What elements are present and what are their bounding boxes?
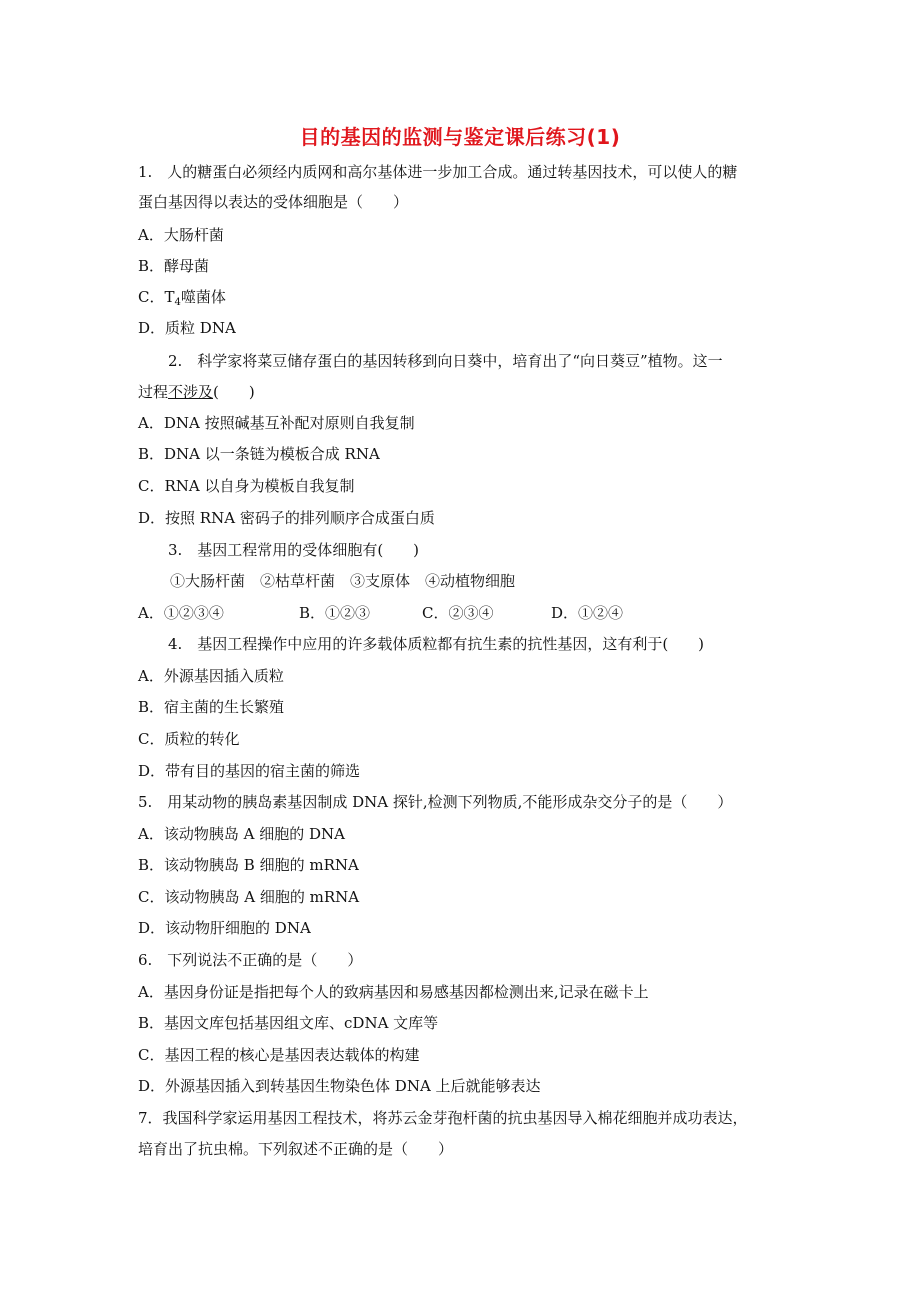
q2-stem-line1: 2. 科学家将菜豆储存蛋白的基因转移到向日葵中，培育出了“向日葵豆”植物。这一 — [168, 352, 723, 370]
q1-stem-line2: 蛋白基因得以表达的受体细胞是（ ） — [138, 193, 409, 211]
q2-option-d: D．按照 RNA 密码子的排列顺序合成蛋白质 — [138, 509, 435, 527]
q7-stem-line2: 培育出了抗虫棉。下列叙述不正确的是（ ） — [138, 1140, 454, 1158]
document-title: 目的基因的监测与鉴定课后练习(1) — [299, 125, 621, 149]
q6-option-c: C．基因工程的核心是基因表达载体的构建 — [138, 1046, 420, 1064]
q1-option-c — [138, 287, 226, 307]
q1-option-d: D．质粒 DNA — [138, 319, 236, 337]
q6-stem-line1: 6. 下列说法不正确的是（ ） — [138, 951, 363, 969]
q1-option-b: B．酵母菌 — [138, 257, 210, 275]
q2-stem-prefix: 过程 — [138, 383, 169, 401]
q5-option-b: B．该动物胰岛 B 细胞的 mRNA — [138, 856, 359, 874]
q2-option-a: A．DNA 按照碱基互补配对原则自我复制 — [138, 414, 415, 432]
q6-option-b: B．基因文库包括基因组文库、cDNA 文库等 — [138, 1014, 439, 1032]
q4-option-b: B．宿主菌的生长繁殖 — [138, 698, 285, 716]
q6-option-d: D．外源基因插入到转基因生物染色体 DNA 上后就能够表达 — [138, 1077, 541, 1095]
q3-stem-line1: 3. 基因工程常用的受体细胞有( ) — [168, 541, 420, 559]
q2-stem-line2 — [138, 382, 255, 402]
q3-option-c: C．②③④ — [422, 604, 494, 622]
q1-option-c-prefix: C．T — [138, 288, 175, 306]
q4-option-a: A．外源基因插入质粒 — [138, 667, 284, 685]
q2-stem-underlined: 不涉及 — [168, 383, 214, 401]
q5-option-d: D．该动物肝细胞的 DNA — [138, 919, 311, 937]
q3-option-a: A．①②③④ — [138, 604, 224, 622]
q3-items: ①大肠杆菌 ②枯草杆菌 ③支原体 ④动植物细胞 — [170, 572, 516, 590]
q2-option-c: C．RNA 以自身为模板自我复制 — [138, 477, 355, 495]
q5-stem-line1: 5. 用某动物的胰岛素基因制成 DNA 探针,检测下列物质,不能形成杂交分子的是（ ） — [138, 793, 733, 811]
q1-stem-line1: 1. 人的糖蛋白必须经内质网和高尔基体进一步加工合成。通过转基因技术，可以使人的糖 — [138, 163, 738, 181]
q6-option-a: A．基因身份证是指把每个人的致病基因和易感基因都检测出来,记录在磁卡上 — [138, 983, 649, 1001]
q3-option-b: B．①②③ — [299, 604, 371, 622]
q2-stem-suffix: ( ) — [213, 383, 255, 401]
q1-option-c-subscript: 4 — [174, 297, 181, 308]
q4-option-d: D．带有目的基因的宿主菌的筛选 — [138, 762, 361, 780]
q3-option-d: D．①②④ — [551, 604, 624, 622]
q1-option-a: A．大肠杆菌 — [138, 226, 224, 244]
q7-stem-line1: 7．我国科学家运用基因工程技术，将苏云金芽孢杆菌的抗虫基因导入棉花细胞并成功表达， — [138, 1109, 748, 1127]
q4-stem-line1: 4. 基因工程操作中应用的许多载体质粒都有抗生素的抗性基因，这有利于( ) — [168, 635, 705, 653]
q1-option-c-suffix: 噬菌体 — [180, 288, 226, 306]
q4-option-c: C．质粒的转化 — [138, 730, 240, 748]
q5-option-a: A．该动物胰岛 A 细胞的 DNA — [138, 825, 345, 843]
q5-option-c: C．该动物胰岛 A 细胞的 mRNA — [138, 888, 360, 906]
q3-options — [138, 603, 623, 623]
q2-option-b: B．DNA 以一条链为模板合成 RNA — [138, 445, 380, 463]
